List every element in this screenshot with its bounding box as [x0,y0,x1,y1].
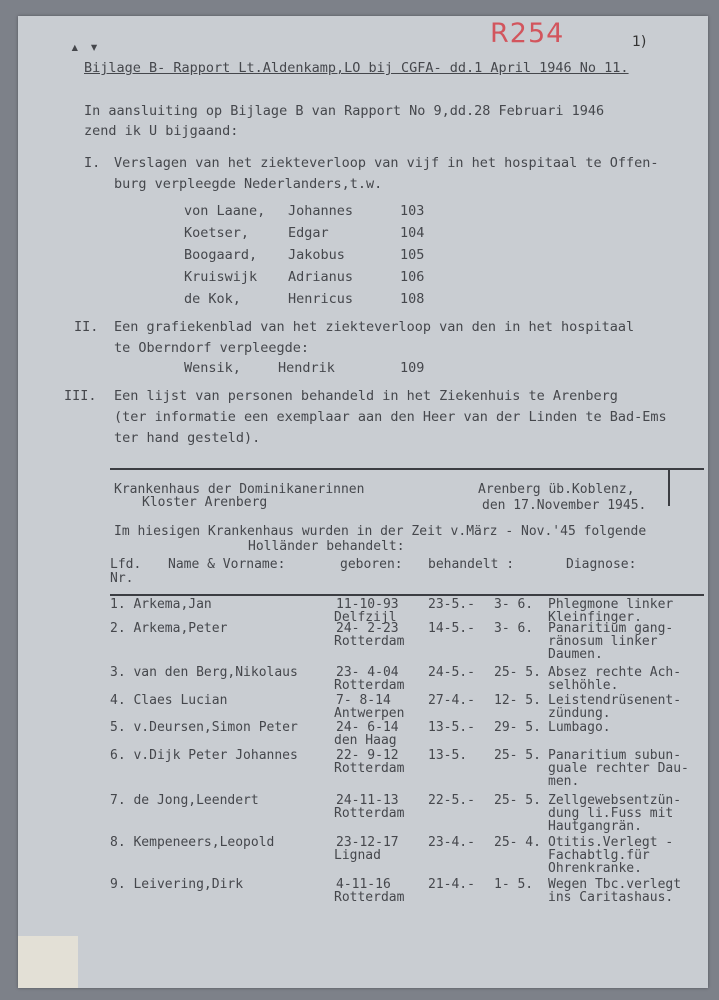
patient-4-no: 106 [400,269,425,285]
row-7-diagnosis-1: Zellgewebsentzün- [548,793,682,808]
row-7-treated-from: 22-5.- [428,793,475,808]
row-9-treated-from: 21-4.- [428,877,475,892]
document-page [18,16,708,988]
row-2-treated-to: 3- 6. [494,621,534,636]
row-8-diagnosis-3: Ohrenkranke. [548,861,642,876]
section-2-patient-first: Hendrik [278,360,335,376]
row-9-born-date: 4-11-16 [336,877,391,892]
row-2-diagnosis-1: Panaritium gang- [548,621,674,636]
row-9-treated-to: 1- 5. [494,877,534,892]
row-7-name: 7. de Jong,Leendert [110,793,259,808]
row-1-name: 1. Arkema,Jan [110,597,212,612]
row-9-name: 9. Leivering,Dirk [110,877,244,892]
row-4-born-date: 7- 8-14 [336,693,391,708]
section-3-line-1: Een lijst van personen behandeld in het Ziekenhuis te Arenberg [114,388,618,404]
row-4-treated-from: 27-4.- [428,693,475,708]
intro-line-1: In aansluiting op Bijlage B van Rapport No 9,dd.28 Februari 1946 [84,103,605,119]
section-1-line-1: Verslagen van het ziekteverloop van vijf in het hospitaal te Offen- [114,155,659,171]
row-4-treated-to: 12- 5. [494,693,541,708]
row-7-diagnosis-2: dung li.Fuss mit [548,806,674,821]
col-nr: Nr. [110,571,134,586]
row-2-born-date: 24- 2-23 [336,621,399,636]
row-8-born-place: Lignad [334,848,381,863]
row-3-treated-from: 24-5.- [428,665,475,680]
row-2-diagnosis-2: ränosum linker [548,634,658,649]
row-5-born-place: den Haag [334,733,397,748]
letter-corner-mark [668,468,670,506]
letter-intro-2: Holländer behandelt: [248,539,405,554]
row-6-diagnosis-3: men. [548,774,580,789]
patient-2-first: Edgar [288,225,329,241]
row-3-diagnosis-2: selhöhle. [548,678,619,693]
patient-1-last: von Laane, [184,203,266,219]
header-mark: ▴ ▾ [70,37,99,56]
section-1-number: I. [84,155,101,171]
patient-5-no: 108 [400,291,425,307]
row-5-diagnosis-1: Lumbago. [548,720,611,735]
row-2-name: 2. Arkema,Peter [110,621,228,636]
row-5-name: 5. v.Deursen,Simon Peter [110,720,298,735]
patient-1-no: 103 [400,203,425,219]
col-lfd: Lfd. [110,557,142,572]
row-3-born-date: 23- 4-04 [336,665,399,680]
row-5-born-date: 24- 6-14 [336,720,399,735]
section-1-line-2: burg verpleegde Nederlanders,t.w. [114,176,383,192]
section-2-line-2: te Oberndorf verpleegde: [114,340,310,356]
patient-2-no: 104 [400,225,425,241]
archive-code: R254 [490,18,565,49]
row-4-diagnosis-1: Leistendrüsenent- [548,693,682,708]
row-7-diagnosis-3: Hautgangrän. [548,819,642,834]
col-born: geboren: [340,557,403,572]
row-5-treated-to: 29- 5. [494,720,541,735]
section-3-line-3: ter hand gesteld). [114,430,261,446]
letter-date: den 17.November 1945. [482,498,647,513]
section-3-line-2: (ter informatie een exemplaar aan den Heer van der Linden te Bad-Ems [114,409,667,425]
table-header-rule [110,594,704,596]
letter-place: Arenberg üb.Koblenz, [478,482,635,497]
col-treated: behandelt : [428,557,515,572]
patient-3-last: Boogaard, [184,247,258,263]
row-7-born-date: 24-11-13 [336,793,399,808]
patient-3-no: 105 [400,247,425,263]
page-number: 1) [632,34,647,50]
row-3-born-place: Rotterdam [334,678,405,693]
patient-5-last: de Kok, [184,291,241,307]
row-1-diagnosis-2: Kleinfinger. [548,610,642,625]
row-9-born-place: Rotterdam [334,890,405,905]
patient-1-first: Johannes [288,203,354,219]
patient-2-last: Koetser, [184,225,250,241]
row-6-born-place: Rotterdam [334,761,405,776]
row-8-diagnosis-1: Otitis.Verlegt - [548,835,674,850]
row-2-treated-from: 14-5.- [428,621,475,636]
letter-separator [110,468,704,470]
patient-5-first: Henricus [288,291,354,307]
row-6-diagnosis-2: guale rechter Dau- [548,761,689,776]
col-name: Name & Vorname: [168,557,286,572]
intro-line-2: zend ik U bijgaand: [84,123,239,139]
row-8-diagnosis-2: Fachabtlg.für [548,848,650,863]
row-7-treated-to: 25- 5. [494,793,541,808]
row-9-diagnosis-2: ins Caritashaus. [548,890,674,905]
patient-4-last: Kruiswijk [184,269,258,285]
row-1-born-date: 11-10-93 [336,597,399,612]
section-3-number: III. [64,388,97,404]
sender-line-2: Kloster Arenberg [142,495,268,510]
row-6-treated-from: 13-5. [428,748,468,763]
row-3-name: 3. van den Berg,Nikolaus [110,665,298,680]
section-2-line-1: Een grafiekenblad van het ziekteverloop van den in het hospitaal [114,319,635,335]
row-8-treated-from: 23-4.- [428,835,475,850]
report-title: Bijlage B- Rapport Lt.Aldenkamp,LO bij CGFA- dd.1 April 1946 No 11. [84,60,629,76]
row-6-born-date: 22- 9-12 [336,748,399,763]
section-2-patient-no: 109 [400,360,425,376]
letter-intro-1: Im hiesigen Krankenhaus wurden in der Zeit v.März - Nov.'45 folgende [114,524,647,539]
patient-4-first: Adrianus [288,269,354,285]
row-8-born-date: 23-12-17 [336,835,399,850]
row-8-name: 8. Kempeneers,Leopold [110,835,275,850]
row-7-born-place: Rotterdam [334,806,405,821]
row-6-name: 6. v.Dijk Peter Johannes [110,748,298,763]
col-diagnosis: Diagnose: [566,557,637,572]
row-6-treated-to: 25- 5. [494,748,541,763]
sender-line-1: Krankenhaus der Dominikanerinnen [114,482,365,497]
row-4-diagnosis-2: zündung. [548,706,611,721]
patient-3-first: Jakobus [288,247,345,263]
row-6-diagnosis-1: Panaritium subun- [548,748,682,763]
section-2-number: II. [74,319,99,335]
folded-corner [18,936,78,988]
row-4-born-place: Antwerpen [334,706,405,721]
row-9-diagnosis-1: Wegen Tbc.verlegt [548,877,682,892]
row-1-treated-from: 23-5.- [428,597,475,612]
row-4-name: 4. Claes Lucian [110,693,228,708]
row-2-born-place: Rotterdam [334,634,405,649]
row-2-diagnosis-3: Daumen. [548,647,603,662]
row-1-born-place: Delfzijl [334,610,397,625]
row-5-treated-from: 13-5.- [428,720,475,735]
row-1-treated-to: 3- 6. [494,597,534,612]
section-2-patient-last: Wensik, [184,360,241,376]
row-1-diagnosis-1: Phlegmone linker [548,597,674,612]
row-3-treated-to: 25- 5. [494,665,541,680]
row-3-diagnosis-1: Absez rechte Ach- [548,665,682,680]
row-8-treated-to: 25- 4. [494,835,541,850]
